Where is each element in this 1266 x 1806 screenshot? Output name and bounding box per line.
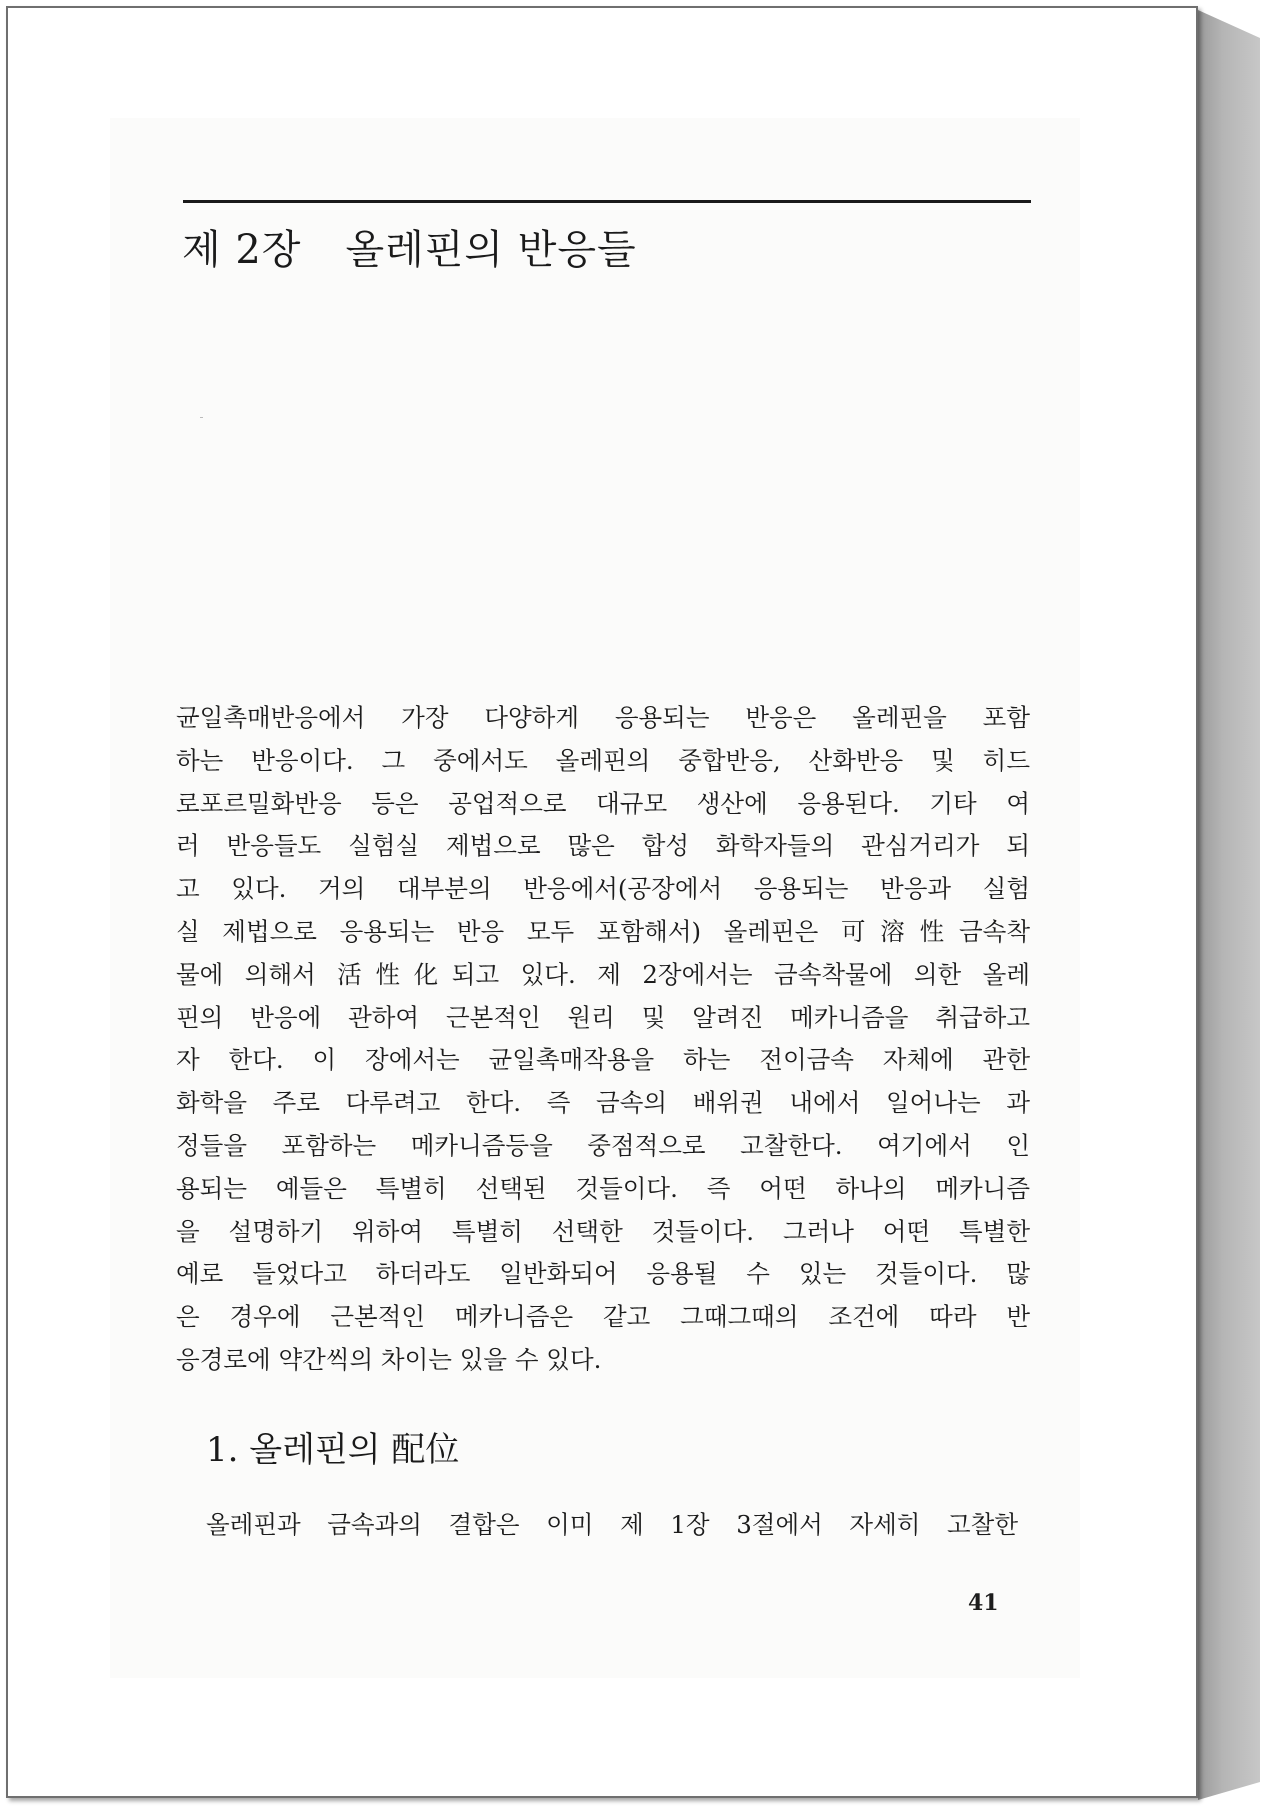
body-line: 물에 의해서 活性化되고 있다. 제 2장에서는 금속착물에 의한 올레 xyxy=(176,959,1030,989)
chapter-rule xyxy=(183,200,1031,203)
body-paragraph xyxy=(176,697,1030,1382)
body-line: 로포르밀화반응 등은 공업적으로 대규모 생산에 응용된다. 기타 여 xyxy=(176,788,1030,818)
body-line: 균일촉매반응에서 가장 다양하게 응용되는 반응은 올레핀을 포함 xyxy=(176,703,1030,732)
chapter-title: 올레핀의 반응들 xyxy=(345,227,637,273)
body-line: 정들을 포함하는 메카니즘등을 중점적으로 고찰한다. 여기에서 인 xyxy=(176,1130,1030,1160)
body-line: 하는 반응이다. 그 중에서도 올레핀의 중합반응, 산화반응 및 히드 xyxy=(176,745,1030,775)
body-line: 을 설명하기 위하여 특별히 선택한 것들이다. 그러나 어떤 특별한 xyxy=(176,1216,1030,1246)
body-line: 실 제법으로 응용되는 반응 모두 포함해서) 올레핀은 可溶性금속착 xyxy=(176,916,1030,946)
body-line: 응경로에 약간씩의 차이는 있을 수 있다. xyxy=(176,1344,602,1374)
chapter-heading xyxy=(182,218,637,275)
body-line: 화학을 주로 다루려고 한다. 즉 금속의 배위권 내에서 일어나는 과 xyxy=(176,1088,1030,1118)
body-line: 핀의 반응에 관하여 근본적인 원리 및 알려진 메카니즘을 취급하고 xyxy=(176,1002,1030,1032)
body-line: 고 있다. 거의 대부분의 반응에서(공장에서 응용되는 반응과 실험 xyxy=(176,874,1030,904)
body-line: 예로 들었다고 하더라도 일반화되어 응용될 수 있는 것들이다. 많 xyxy=(176,1259,1030,1289)
book-edge xyxy=(1198,10,1260,1800)
chapter-number: 제 2장 xyxy=(182,227,302,273)
body-line: 용되는 예들은 특별히 선택된 것들이다. 즉 어떤 하나의 메카니즘 xyxy=(176,1173,1030,1203)
body-line: 러 반응들도 실험실 제법으로 많은 합성 화학자들의 관심거리가 되 xyxy=(176,831,1030,861)
body-line: 자 한다. 이 장에서는 균일촉매작용을 하는 전이금속 자체에 관한 xyxy=(176,1045,1030,1075)
page-number: 41 xyxy=(968,1590,999,1616)
scan-speck xyxy=(200,417,203,418)
body-line: 은 경우에 근본적인 메카니즘은 같고 그때그때의 조건에 따라 반 xyxy=(176,1302,1030,1332)
section-first-line: 올레핀과 금속과의 결합은 이미 제 1장 3절에서 자세히 고찰한 xyxy=(206,1510,1018,1539)
section-heading: 1. 올레핀의 配位 xyxy=(206,1430,460,1470)
